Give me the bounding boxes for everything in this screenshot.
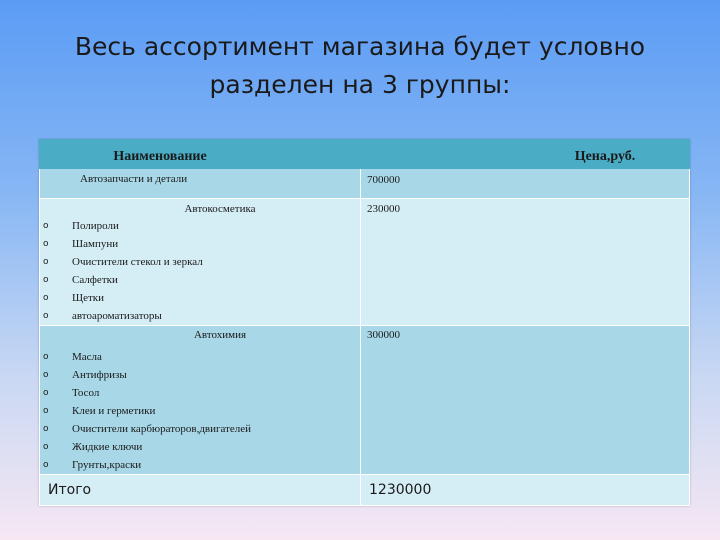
list-item: o Клеи и герметики [40,402,360,420]
assortment-table [39,139,690,506]
bullet-icon: o [43,442,49,452]
list-item: o Антифризы [40,366,360,384]
total-row [40,475,690,506]
group-title: Автокосметика [184,203,256,215]
bullet-icon: o [43,370,49,380]
bullet-icon: o [43,275,49,285]
table-row [40,199,690,326]
list-item: o Полироли [40,217,360,235]
list-item: o Жидкие ключи [40,438,360,456]
slide-title-line-1: Весь ассортимент магазина будет условно [74,32,646,61]
row-name-cell [40,199,361,326]
item-list [40,348,360,474]
item-list [40,217,360,325]
list-item: o Масла [40,348,360,366]
slide-title-line-2: разделен на 3 группы: [209,70,511,99]
list-item: o автоароматизаторы [40,307,360,325]
row-price-cell: 300000 [361,326,690,475]
bullet-icon: o [43,352,49,362]
table-header-row [40,140,690,169]
row-name-cell [40,326,361,475]
bullet-icon: o [43,221,49,231]
list-item: o Очистители стекол и зеркал [40,253,360,271]
bullet-icon: o [43,239,49,249]
row-price-cell: 700000 [361,169,690,199]
header-price: Цена,руб. [361,140,690,169]
list-item: o Грунты,краски [40,456,360,474]
row-price-cell: 230000 [361,199,690,326]
list-item: o Очистители карбюраторов,двигателей [40,420,360,438]
list-item: o Салфетки [40,271,360,289]
bullet-icon: o [43,406,49,416]
group-title: Автохимия [193,329,247,341]
bullet-icon: o [43,424,49,434]
header-name: Наименование [40,140,361,169]
total-value-cell [361,475,690,506]
table-row [40,169,690,199]
bullet-icon: o [43,293,49,303]
list-item: o Шампуни [40,235,360,253]
bullet-icon: o [43,388,49,398]
table-row [40,326,690,475]
total-label: Итого [48,482,92,498]
total-label-cell [40,475,361,506]
list-item: o Тосол [40,384,360,402]
total-value: 1230000 [369,482,432,498]
slide-title [60,28,660,104]
row-name-cell: Автозапчасти и детали [40,169,361,199]
bullet-icon: o [43,257,49,267]
list-item: o Щетки [40,289,360,307]
bullet-icon: o [43,460,49,470]
bullet-icon: o [43,311,49,321]
